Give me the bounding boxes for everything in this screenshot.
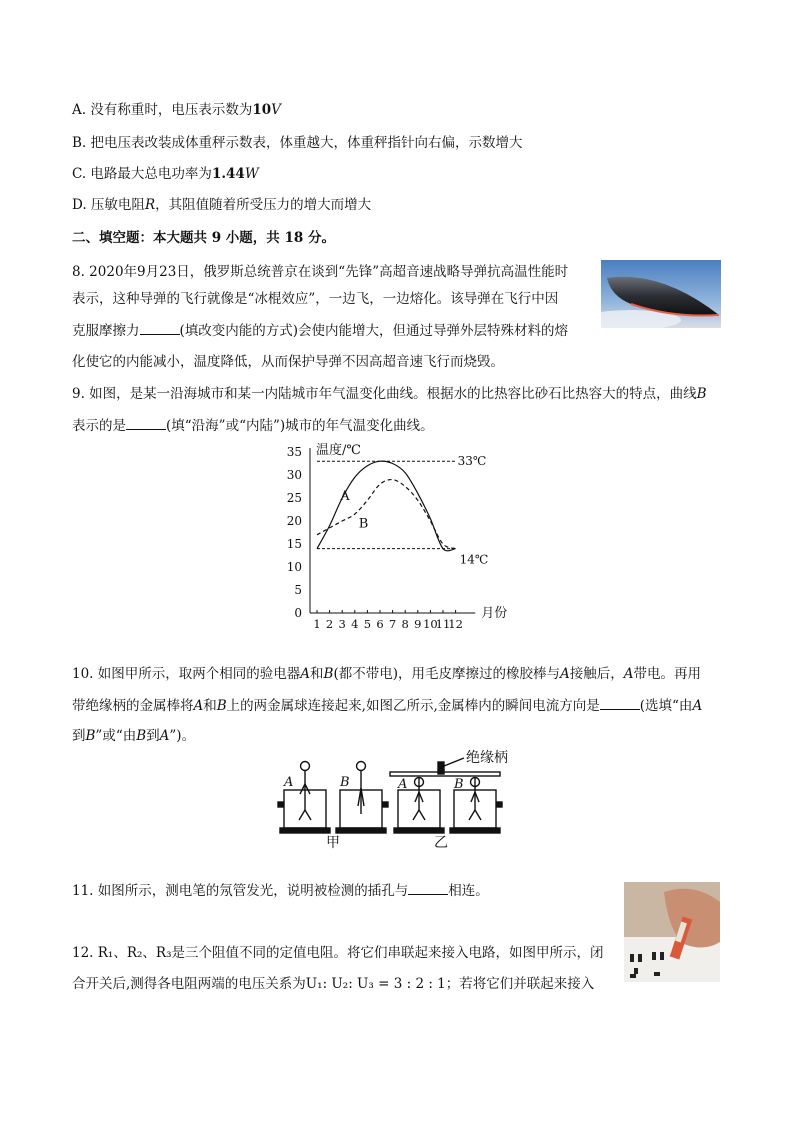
y-tick-label: 10: [286, 560, 302, 574]
q10-t5: 带电。再用: [633, 666, 701, 682]
temperature-chart: [280, 440, 530, 635]
option-c-unit: W: [244, 166, 259, 182]
q12-line-2: 合开关后,测得各电阻两端的电压关系为U₁: U₂: U₃ = 3 : 2 : 1；若将它们并联起来接入: [72, 976, 595, 992]
option-d-post: ，其阻值随着所受压力的增大而增大: [155, 197, 372, 213]
q11-post: 相连。: [448, 883, 489, 899]
label-a-jia: A: [284, 775, 294, 790]
label-a-yi: A: [398, 777, 408, 792]
q10-v3: A: [559, 666, 570, 682]
x-tick-label: 7: [388, 617, 397, 631]
y-tick-label: 15: [286, 537, 302, 551]
q10-v6: B: [216, 698, 227, 714]
q10-t13: ”)。: [169, 728, 196, 744]
section-heading: 二、填空题：本大题共 9 小题，共 18 分。: [72, 230, 335, 246]
q10-v5: A: [193, 698, 204, 714]
q9-line-2: [72, 415, 434, 436]
series-line-B: [317, 480, 456, 549]
y-tick-label: 0: [294, 606, 302, 620]
q8-line-3b: (填改变内能的方式)会使内能增大，但通过导弹外层特殊材料的熔: [179, 323, 569, 339]
q10-t12: 到: [146, 728, 160, 744]
y-tick-label: 20: [286, 514, 302, 528]
q10-v9: B: [136, 728, 147, 744]
q9-line-2-post: (填“沿海”或“内陆”)城市的年气温变化曲线。: [166, 418, 434, 434]
x-tick-label: 3: [338, 617, 346, 631]
q9-line-1: [72, 384, 707, 404]
x-tick-label: 5: [363, 617, 372, 631]
q10-t4: 接触后，: [569, 666, 624, 682]
option-d-text: D. 压敏电阻: [72, 197, 145, 213]
option-c: [72, 164, 259, 184]
q10-v4: A: [623, 666, 634, 682]
q10-line-3: [72, 726, 195, 746]
y-tick-label: 30: [286, 468, 302, 482]
q10-t8: 上的两金属球连接起来,如图乙所示,金属棒内的瞬间电流方向是: [226, 698, 600, 714]
label-yi: 乙: [434, 835, 448, 850]
missile-image: [601, 260, 721, 328]
q8-line-3a: 克服摩擦力: [72, 323, 140, 339]
insulated-handle-label: 绝缘柄: [466, 750, 508, 766]
option-d: [72, 195, 371, 215]
label-b-jia: B: [340, 775, 350, 790]
q10-t11: ”或“由: [95, 728, 137, 744]
y-tick-label: 25: [286, 491, 302, 505]
reference-label: 33℃: [457, 454, 487, 469]
q11-answer-blank[interactable]: [408, 880, 448, 895]
q8-line-4: 化使它的内能减小，温度降低，从而保护导弹不因高超音速飞行而烧毁。: [72, 354, 504, 370]
reference-label: 14℃: [459, 552, 489, 567]
option-a-text: A. 没有称重时，电压表示数为: [72, 102, 253, 118]
x-tick-label: 9: [414, 617, 422, 631]
q10-t6: 带绝缘柄的金属棒将: [72, 698, 194, 714]
x-tick-label: 8: [401, 617, 409, 631]
q10-t10: 到: [72, 728, 86, 744]
option-c-value: 1.44: [211, 166, 245, 182]
electroscope-figure: [276, 748, 516, 850]
x-axis-label: 月份: [481, 606, 508, 621]
y-tick-label: 5: [294, 583, 302, 597]
q9-line-1-text: 9. 如图，是某一沿海城市和某一内陆城市年气温变化曲线。根据水的比热容比砂石比热容大的特点，曲线: [72, 386, 697, 402]
x-tick-label: 1: [313, 617, 321, 631]
q10-line-1: [72, 664, 701, 684]
q10-v2: B: [323, 666, 334, 682]
x-tick-label: 11: [435, 617, 451, 631]
q10-t1: 10. 如图甲所示，取两个相同的验电器: [72, 666, 301, 682]
q11-line: [72, 880, 489, 901]
q9-curve-var: B: [696, 386, 707, 402]
q11-pre: 11. 如图所示，测电笔的氖管发光，说明被检测的插孔与: [72, 883, 409, 899]
q10-t3: (都不带电)，用毛皮摩擦过的橡胶棒与: [333, 666, 560, 682]
x-tick-label: 12: [448, 617, 463, 631]
option-a: [72, 100, 281, 120]
series-line-A: [317, 461, 456, 551]
q8-line-2: 表示，这种导弹的飞行就像是“冰棍效应”，一边飞，一边熔化。该导弹在飞行中因: [72, 291, 559, 307]
series-label-A: A: [340, 489, 350, 504]
series-label-B: B: [358, 516, 369, 532]
option-b: B. 把电压表改装成体重秤示数表，体重越大，体重秤指针向右偏，示数增大: [72, 135, 523, 151]
label-jia: 甲: [326, 835, 340, 850]
q10-t9: (选填“由: [639, 698, 693, 714]
electroscope-b-jia: [336, 762, 388, 834]
option-d-var: R: [144, 197, 156, 213]
q10-v8: B: [85, 728, 96, 744]
label-b-yi: B: [454, 777, 464, 792]
q8-line-1: 8. 2020年9月23日，俄罗斯总统普京在谈到“先锋”高超音速战略导弹抗高温性能时: [72, 264, 569, 280]
option-c-text: C. 电路最大总电功率为: [72, 166, 212, 182]
x-tick-label: 6: [376, 617, 384, 631]
q10-t2: 和: [310, 666, 324, 682]
x-tick-label: 10: [423, 617, 438, 631]
q10-v7: A: [692, 698, 703, 714]
q10-v10: A: [159, 728, 170, 744]
q10-answer-blank[interactable]: [600, 695, 640, 710]
x-tick-label: 2: [325, 617, 334, 631]
q10-line-2: [72, 695, 702, 716]
q9-answer-blank[interactable]: [126, 415, 166, 430]
q10-t7: 和: [203, 698, 217, 714]
q8-line-3: [72, 320, 568, 341]
q9-line-2-pre: 表示的是: [72, 418, 126, 434]
x-tick-label: 4: [351, 617, 359, 631]
y-axis-label: 温度/℃: [316, 443, 361, 458]
q12-line-1: 12. R₁、R₂、R₃是三个阻值不同的定值电阻。将它们串联起来接入电路，如图甲所示，闭: [72, 945, 604, 961]
q8-answer-blank[interactable]: [140, 320, 180, 335]
electroscope-a-jia: [278, 762, 330, 834]
option-a-unit: V: [271, 102, 281, 118]
option-a-value: 10: [252, 102, 272, 118]
test-pen-photo: [624, 882, 720, 982]
q10-v1: A: [300, 666, 311, 682]
y-tick-label: 35: [286, 445, 302, 459]
